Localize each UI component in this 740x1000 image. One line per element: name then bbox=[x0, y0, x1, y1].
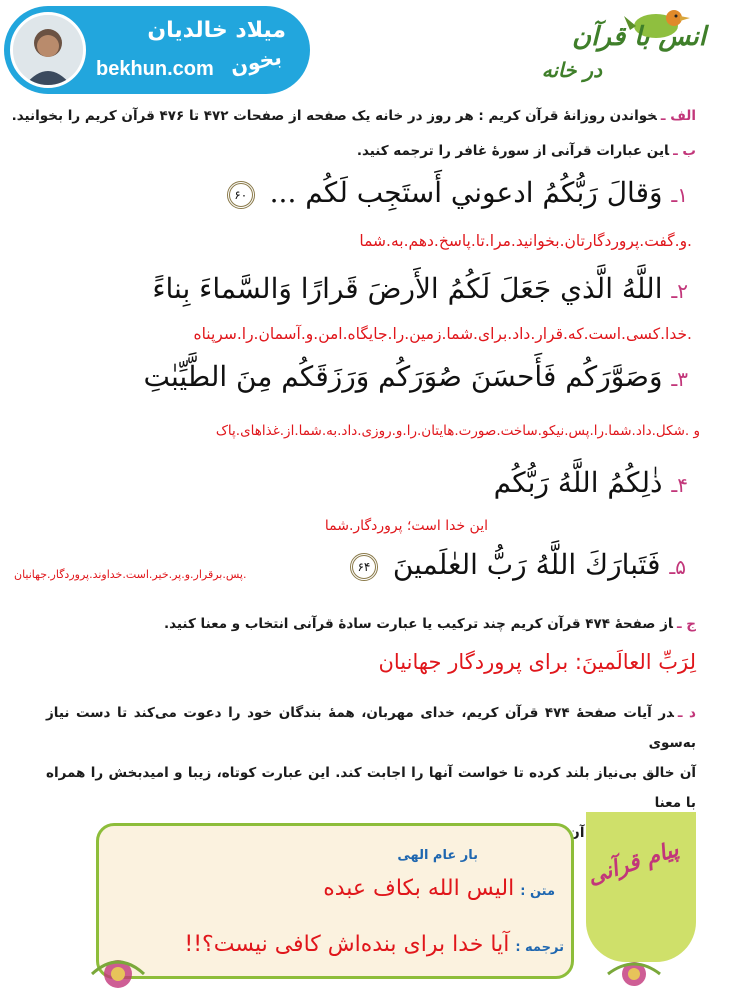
verse-2 bbox=[152, 272, 688, 305]
part-d-line-3: آن bbox=[568, 825, 585, 841]
part-b-tag: ب ـ bbox=[673, 143, 696, 159]
verse-5 bbox=[344, 548, 686, 581]
message-text-value: الیس الله بکاف عبده bbox=[323, 876, 515, 901]
ayah-marker: ۶۴ bbox=[350, 553, 378, 581]
part-c-answer: لِرَبِّ العالَمینَ: برای پروردگار جهانیان bbox=[378, 650, 696, 674]
author-badge bbox=[4, 6, 310, 94]
verse-number: ۲ـ bbox=[671, 279, 688, 303]
ayah-marker: ۶۰ bbox=[227, 181, 255, 209]
verse-number: ۳ـ bbox=[671, 367, 688, 391]
avatar bbox=[10, 12, 86, 88]
badge-text: پیام قرآنی bbox=[584, 836, 682, 890]
message-translation-label: ترجمه : bbox=[515, 940, 564, 955]
part-d-line-2: آن خالق بی‌نیاز بلند کرده تا خواست آنها را اجابت کند. این عبارت کوتاه، زیبا و امیدبخش را همراه با معنا bbox=[46, 765, 696, 811]
section-title: انس با قرآن bbox=[572, 22, 706, 52]
part-d-line-1: د ـدر آیات صفحۀ ۴۷۴ قرآن کریم، خدای مهربان، همۀ بندگان خود را دعوت می‌کند تا دست نیاز به‌سوی bbox=[46, 705, 696, 751]
verse-text: اللَّهُ الَّذي جَعَلَ لَكُمُ الأَرضَ قَرارًا وَالسَّماءَ بِناءً bbox=[152, 272, 663, 305]
part-a-text: خواندن روزانۀ قرآن کریم : هر روز در خانه یک صفحه از صفحات ۴۷۲ تا ۴۷۶ قرآن کریم را بخوانید. bbox=[11, 108, 657, 124]
verse-text: وَصَوَّرَكُم فَأَحسَنَ صُوَرَكُم وَرَزَقَكُم مِنَ الطَّيِّبٰتِ bbox=[143, 360, 663, 393]
verse-4 bbox=[494, 466, 688, 499]
verse-number: ۴ـ bbox=[671, 473, 688, 497]
verse-text: ذٰلِكُمُ اللَّهُ رَبُّكُم bbox=[493, 466, 663, 499]
message-heading: بار عام الهی bbox=[397, 848, 478, 863]
translation-3: و .شکل.داد.شما.را.پس.نیکو.ساخت.صورت.هایتان.را.و.روزی.داد.به.شما.از.غذاهای.پاک bbox=[215, 423, 700, 439]
translation-4: این خدا است؛ پروردگار.شما bbox=[324, 518, 488, 534]
verse-text: فَتَبارَكَ اللَّهُ رَبُّ العٰلَمينَ bbox=[392, 548, 661, 581]
part-c-tag: ج ـ bbox=[676, 616, 696, 632]
site-url[interactable]: bekhun.com bbox=[96, 58, 214, 80]
verse-text: وَقالَ رَبُّكُمُ ادعوني أَستَجِب لَكُم ... bbox=[269, 176, 663, 209]
flourish-icon bbox=[604, 950, 664, 998]
part-a-tag: الف ـ bbox=[660, 108, 696, 124]
verse-number: ۵ـ bbox=[669, 555, 686, 579]
translation-5: .پس.برقرار.و.پر.خیر.است.خداوند.پروردگار.جهانیان bbox=[14, 568, 247, 581]
verse-number: ۱ـ bbox=[671, 183, 688, 207]
site-logo: بخون bbox=[228, 44, 284, 80]
part-a-line bbox=[12, 108, 696, 124]
verse-1 bbox=[221, 176, 688, 209]
translation-1: .و.گفت.پروردگارتان.بخوانید.مرا.تا.پاسخ.دهم.به.شما bbox=[359, 232, 692, 250]
part-c-text: از صفحۀ ۴۷۴ قرآن کریم چند ترکیب یا عبارت سادۀ قرآنی انتخاب و معنا کنید. bbox=[164, 616, 673, 632]
message-translation-value: آیا خدا برای بنده‌اش کافی نیست؟!! bbox=[184, 932, 510, 957]
quran-message-badge bbox=[586, 812, 696, 962]
verse-3 bbox=[143, 360, 688, 393]
part-d-tag: د ـ bbox=[677, 705, 696, 721]
section-subtitle: در خانه bbox=[541, 58, 602, 82]
part-b-line bbox=[357, 143, 696, 159]
message-translation-row bbox=[184, 932, 564, 957]
translation-2: .خدا.کسی.است.که.قرار.داد.برای.شما.زمین.را.جایگاه.امن.و.آسمان.را.سرپناه bbox=[193, 325, 692, 343]
message-text-label: متن : bbox=[520, 884, 555, 899]
flourish-icon bbox=[88, 944, 148, 998]
author-name: میلاد خالدیان bbox=[147, 18, 286, 43]
part-b-text: این عبارات قرآنی از سورۀ غافر را ترجمه کنید. bbox=[356, 143, 670, 159]
message-text-row bbox=[323, 876, 555, 901]
part-c-line bbox=[164, 616, 696, 632]
